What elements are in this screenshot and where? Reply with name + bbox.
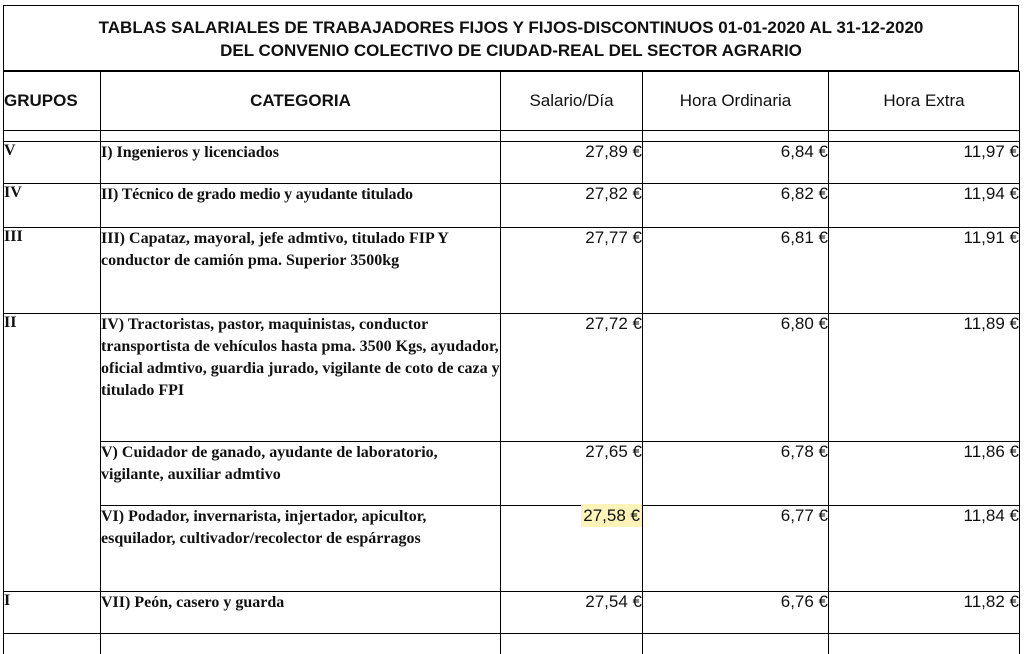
header-row [4,72,1020,131]
row-hora-extra: 11,84 € [829,506,1020,592]
header-salario: Salario/Día [501,72,643,131]
row-grupo: IV [4,184,101,228]
row-hora-extra: 11,89 € [829,314,1020,442]
highlighted-salario: 27,58 € [583,506,640,525]
row-categoria: VI) Podador, invernarista, injertador, apicultor, esquilador, cultivador/recolector de espárragos [101,506,501,592]
row-salario: 27,82 € [501,184,643,228]
row-hora-ordinaria: 6,77 € [643,506,829,592]
row-categoria: V) Cuidador de ganado, ayudante de laboratorio, vigilante, auxiliar admtivo [101,442,501,506]
row-hora-ordinaria: 6,78 € [643,442,829,506]
title-line-2: DEL CONVENIO COLECTIVO DE CIUDAD-REAL DEL SECTOR AGRARIO [220,41,802,60]
row-salario: 27,54 € [501,592,643,634]
row-salario [501,506,643,592]
table-row [4,442,1020,506]
row-grupo: II [4,314,101,442]
salary-table [3,71,1020,654]
table-row [4,184,1020,228]
row-salario: 27,89 € [501,142,643,184]
document-title [3,5,1019,71]
table-row [4,314,1020,442]
table-row [4,142,1020,184]
row-grupo: V [4,142,101,184]
row-grupo: III [4,228,101,314]
row-hora-ordinaria: 6,80 € [643,314,829,442]
row-hora-ordinaria: 6,76 € [643,592,829,634]
row-categoria: VII) Peón, casero y guarda [101,592,501,634]
table-row [4,506,1020,592]
row-hora-ordinaria: 6,81 € [643,228,829,314]
header-gap [4,131,1020,142]
header-grupos: GRUPOS [4,72,101,131]
header-categoria: CATEGORIA [101,72,501,131]
row-grupo [4,442,101,506]
title-line-1: TABLAS SALARIALES DE TRABAJADORES FIJOS Y FIJOS-DISCONTINUOS 01-01-2020 AL 31-12-2020 [98,18,924,37]
header-hora-ordinaria: Hora Ordinaria [643,72,829,131]
table-row-next-partial [4,634,1020,654]
row-hora-extra: 11,86 € [829,442,1020,506]
row-hora-extra: 11,94 € [829,184,1020,228]
row-categoria: I) Ingenieros y licenciados [101,142,501,184]
row-categoria: IV) Tractoristas, pastor, maquinistas, conductor transportista de vehículos hasta pma. 3500 Kgs, ayudador, oficial admtivo, guardia jurado, vigilante de coto de caza y titulado FPI [101,314,501,442]
row-salario: 27,65 € [501,442,643,506]
row-categoria: III) Capataz, mayoral, jefe admtivo, titulado FIP Y conductor de camión pma. Superior 3500kg [101,228,501,314]
row-hora-extra: 11,82 € [829,592,1020,634]
row-salario: 27,77 € [501,228,643,314]
row-grupo [4,506,101,592]
row-categoria [101,184,501,228]
row-salario: 27,72 € [501,314,643,442]
row-grupo: I [4,592,101,634]
header-hora-extra: Hora Extra [829,72,1020,131]
table-row [4,228,1020,314]
row-categoria-text: II) Técnico de grado medio y ayudante titulado [101,186,413,203]
row-hora-extra: 11,97 € [829,142,1020,184]
table-row [4,592,1020,634]
row-hora-ordinaria: 6,82 € [643,184,829,228]
row-hora-ordinaria: 6,84 € [643,142,829,184]
row-hora-extra: 11,91 € [829,228,1020,314]
